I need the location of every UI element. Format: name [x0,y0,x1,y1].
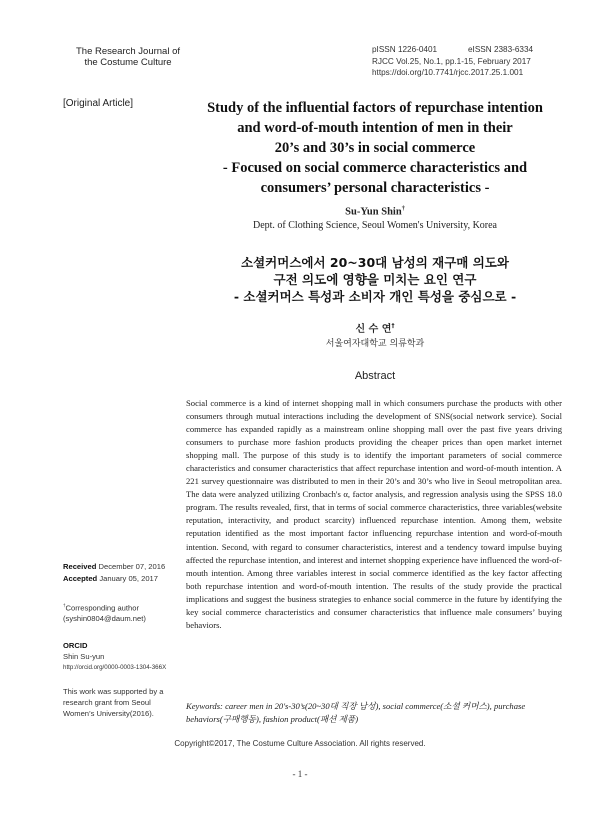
page-number: - 1 - [292,769,308,779]
article-type: [Original Article] [63,98,134,109]
title-line: - Focused on social commerce characteristics and [222,160,528,176]
corresponding-author [63,601,183,625]
accepted-value: January 05, 2017 [99,574,158,583]
received-value: December 07, 2016 [98,562,166,571]
korean-title-line: 구전 의도에 영향을 미치는 요인 연구 [273,272,477,287]
journal-name-line2: the Costume Culture [84,57,172,68]
author-affiliation: Dept. of Clothing Science, Seoul Women's University, Korea [252,220,497,231]
korean-title-line: - 소셜커머스 특성과 소비자 개인 특성을 중심으로 - [233,289,517,304]
title-line: consumers’ personal characteristics - [260,180,490,196]
orcid-block [63,641,183,673]
copyright: Copyright©2017, The Costume Culture Association. All rights reserved. [174,739,426,748]
author-name [190,205,560,218]
dagger-mark: † [401,205,405,212]
orcid-link[interactable]: http://orcid.org/0000-0003-1304-366X [63,663,167,671]
funding-note: This work was supported by a research grant from Seoul Women’s University(2016). [63,687,164,718]
abstract-heading: Abstract [354,370,396,382]
received-date [63,562,183,573]
korean-affiliation: 서울여자대학교 의류학과 [325,339,425,349]
author-name-text: Su-Yun Shin [345,206,402,218]
korean-title-line: 소셜커머스에서 20~30대 남성의 재구매 의도와 [241,255,509,270]
keywords: Keywords: career men in 20's-30’s(20~30대 직장 남성), social commerce(소셜 커머스), purchase behaviors(구매행동), fashion product(패션 제품) [186,701,526,724]
publication-meta [372,44,572,79]
journal-name-line1: The Research Journal of [75,46,181,57]
dagger-mark: † [63,603,66,608]
corresponding-label: Corresponding author [65,603,139,613]
pissn: pISSN 1226-0401 [372,45,438,54]
dagger-mark: † [391,322,395,330]
received-label: Received [63,562,97,571]
orcid-name: Shin Su-yun [63,651,105,661]
korean-author [190,320,560,335]
korean-title [190,254,560,305]
citation: RJCC Vol.25, No.1, pp.1-15, February 2017 [372,56,531,66]
journal-name [63,46,193,68]
corresponding-email[interactable]: (syshin0804@daum.net) [63,614,146,624]
accepted-date [63,574,183,585]
abstract-body: Social commerce is a kind of internet shopping mall in which consumers purchase the products with other consumers through mutual interactions including the development of SNS(social network service). Social commerce has expanded rapidly as a mainstream online shopping mall over the past five years driving consumers to purchase more fashion products providing the cheaper prices than open market internet shopping mall. The purpose of this study is to identify the important parameters of social commerce characteristics and consumer characteristics that affect repurchase intention and word-of-mouth intention. A 221 survey questionnaire was distributed to men in their 20’s and 30’s who live in Seoul metropolitan area. The data were analyzed utilizing Cronbach's α, factor analysis, and regression analysis using the SPSS 18.0 program. The results revealed, first, that in terms of social commerce characteristics, three variables(website reputation, interactivity, and product scarcity) influenced repurchase intention. Among them, website reputation identified as the most important factor influencing repurchase intention and word-of-mouth intention. Second, with regard to consumer characteristics, interest and a tendency toward impulse buying affected the repurchase intention, and interest and internet shopping experience have influenced the word-of-mouth intention. Among three variables interest in social commerce identified as the key factor affecting both repurchase intention and word-of-mouth intention. The results of the study provide the practical implications and suggest the business strategies to enhance social commerce in the future by identifying the key social commerce characteristics and consumer characteristics that influence male consumers’ buying behaviors. [186,398,562,630]
title-line: 20’s and 30’s in social commerce [274,140,476,156]
accepted-label: Accepted [63,574,98,583]
orcid-label: ORCID [63,641,88,650]
title-line: Study of the influential factors of repurchase intention [207,100,543,116]
korean-author-text: 신 수 연 [355,324,392,335]
paper-title [190,98,560,198]
doi-link[interactable]: https://doi.org/10.7741/rjcc.2017.25.1.001 [372,68,524,77]
title-line: and word-of-mouth intention of men in their [237,120,513,136]
eissn: eISSN 2383-6334 [468,45,534,54]
